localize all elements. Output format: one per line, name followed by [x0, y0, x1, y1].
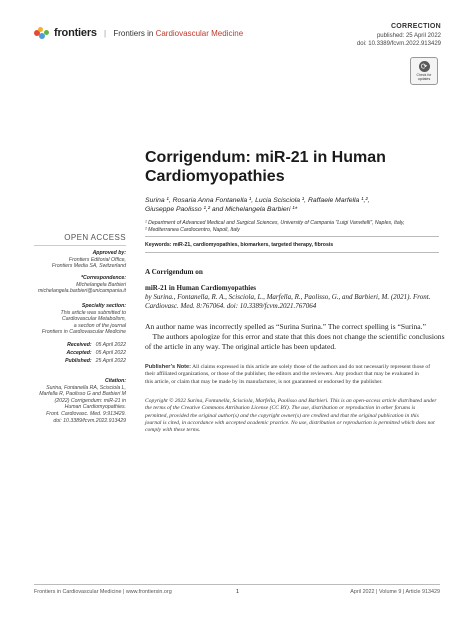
citation-line-4: Human Cardiomyopathies. — [64, 404, 126, 411]
citation-line-2: Marfella R, Paolisso G and Barbieri M — [39, 391, 126, 398]
reference-line-1: by Surina., Fontanella, R. A., Scisciola, L., Marfella, R., Paolisso, G., and Barbieri, M. (2021). Front. — [145, 293, 431, 301]
correction-line-2: The authors apologize for this error and state that this does not change the scientific conclusions — [145, 331, 445, 341]
keywords: Keywords: miR-21, cardiomyopathies, biomarkers, targeted therapy, fibrosis — [145, 242, 334, 248]
copyright-line-5: comply with these terms. — [145, 427, 201, 434]
corrigendum-heading: A Corrigendum on — [145, 268, 203, 276]
article-type: CORRECTION — [390, 23, 441, 30]
journal-header — [104, 29, 243, 38]
correction-line-1: An author name was incorrectly spelled as “Surina Surina.” The correct spelling is “Surina.” — [145, 322, 426, 331]
citation — [34, 378, 126, 424]
affiliations — [145, 220, 435, 234]
correspondence — [34, 275, 126, 295]
affiliation-2: ² Mediterranea Cardiocentro, Napoli, Italy — [145, 227, 240, 233]
sidebar-divider — [34, 245, 126, 246]
published-date-sidebar: 25 April 2022 — [95, 358, 126, 364]
specialty-section — [34, 303, 126, 336]
publishers-note-line-1: All claims expressed in this article are solely those of the authors and do not necessarily represent those of — [191, 364, 431, 370]
copyright-line-2: the terms of the Creative Commons Attribution License (CC BY). The use, distribution or reproduction in other forums is — [145, 405, 416, 412]
check-updates-icon: ⟳ — [419, 61, 430, 72]
publishers-note-label: Publisher’s Note: — [145, 364, 192, 370]
doi-link[interactable]: doi: 10.3389/fcvm.2022.913429 — [356, 41, 441, 47]
authors-line-1: Surina ¹, Rosaria Anna Fontanella ¹, Lucia Scisciola ¹, Raffaele Marfella ¹,², — [145, 197, 370, 204]
received-label: Received: — [67, 342, 92, 348]
check-for-updates-button[interactable] — [410, 57, 438, 85]
received-date: 05 April 2022 — [95, 342, 126, 348]
reference-doi-link[interactable]: Cardiovasc. Med. 8:767064. doi: 10.3389/fcvm.2021.767064 — [145, 302, 317, 310]
frontiers-logo-icon — [34, 27, 50, 39]
citation-line-3: (2022) Corrigendum: miR-21 in — [54, 397, 126, 404]
open-access-label: OPEN ACCESS — [64, 233, 126, 242]
published-date: published: 25 April 2022 — [376, 32, 441, 39]
correction-text — [145, 322, 445, 351]
footer-journal-link[interactable]: Frontiers in Cardiovascular Medicine | www.frontiersin.org — [34, 589, 172, 595]
brand-name: frontiers — [54, 27, 97, 39]
title-line-1: Corrigendum: miR-21 in Human — [145, 149, 386, 166]
journal-prefix: Frontiers in — [113, 29, 154, 38]
approved-label: Approved by: — [92, 250, 126, 256]
copyright-line-3: permitted, provided the original author(s) and the copyright owner(s) are credited and that the original publication in this — [145, 412, 419, 419]
footer-divider — [34, 584, 440, 585]
correspondence-label: *Correspondence: — [81, 275, 126, 281]
citation-line-1: Surina, Fontanella RA, Scisciola L, — [46, 384, 126, 391]
publishers-note-line-2: their affiliated organizations, or those of the publisher, the editors and the reviewers. Any product that may be evaluated in — [145, 371, 419, 378]
copyright-line-4: journal is cited, in accordance with accepted academic practice. No use, distribution or reproduction is permitted which does not — [145, 419, 435, 426]
correction-line-3: of the article in any way. The original article has been updated. — [145, 341, 337, 351]
title-line-2: Cardiomyopathies — [145, 168, 285, 185]
specialty-line-1: This article was submitted to — [60, 309, 126, 316]
check-updates-label: Check for updates — [416, 73, 432, 81]
citation-line-5: Front. Cardiovasc. Med. 9:913429. — [46, 410, 126, 417]
journal-name-link[interactable]: Cardiovascular Medicine — [155, 29, 244, 38]
citation-label: Citation: — [104, 378, 126, 384]
citation-doi[interactable]: doi: 10.3389/fcvm.2022.913429 — [53, 417, 126, 424]
publishers-note — [145, 364, 441, 386]
original-article-reference — [145, 293, 441, 311]
page-number: 1 — [236, 589, 239, 595]
article-meta — [357, 23, 441, 49]
correspondence-email[interactable]: michelangela.barbieri@unicampania.it — [37, 288, 126, 295]
original-article-title: miR-21 in Human Cardiomyopathies — [145, 284, 257, 292]
header-separator: | — [104, 29, 107, 38]
copyright-line-1: Copyright © 2022 Surina, Fontanella, Scisciola, Marfella, Paolisso and Barbieri. This is an open-access article distributed under — [145, 398, 437, 404]
specialty-line-3: a section of the journal — [73, 322, 126, 329]
article-dates — [34, 341, 126, 365]
copyright-notice — [145, 398, 441, 434]
frontiers-logo[interactable] — [34, 27, 97, 39]
divider — [145, 252, 439, 253]
publishers-note-line-3: this article, or claim that may be made by its manufacturer, is not guaranteed or endorsed by the publisher. — [145, 378, 383, 385]
published-label: Published: — [65, 358, 92, 364]
specialty-line-4: Frontiers in Cardiovascular Medicine — [41, 329, 126, 336]
approved-by — [34, 250, 126, 270]
article-title — [145, 148, 440, 186]
accepted-label: Accepted: — [66, 350, 92, 356]
authors-line-2: Giuseppe Paolisso ¹,² and Michelangela Barbieri ¹* — [145, 206, 298, 213]
author-list — [145, 196, 435, 214]
divider — [145, 236, 439, 237]
affiliation-1: ¹ Department of Advanced Medical and Surgical Sciences, University of Campania "Luigi Vanvitelli", Naples, Italy, — [145, 220, 405, 226]
specialty-label: Specialty section: — [81, 303, 126, 309]
footer-issue-info: April 2022 | Volume 9 | Article 913429 — [350, 589, 440, 595]
accepted-date: 05 April 2022 — [95, 350, 126, 356]
approved-line-2: Frontiers Media SA, Switzerland — [51, 263, 126, 270]
approved-line-1: Frontiers Editorial Office, — [68, 256, 126, 263]
correspondence-name: Michelangela Barbieri — [76, 281, 126, 288]
specialty-line-2: Cardiovascular Metabolism, — [61, 316, 126, 323]
